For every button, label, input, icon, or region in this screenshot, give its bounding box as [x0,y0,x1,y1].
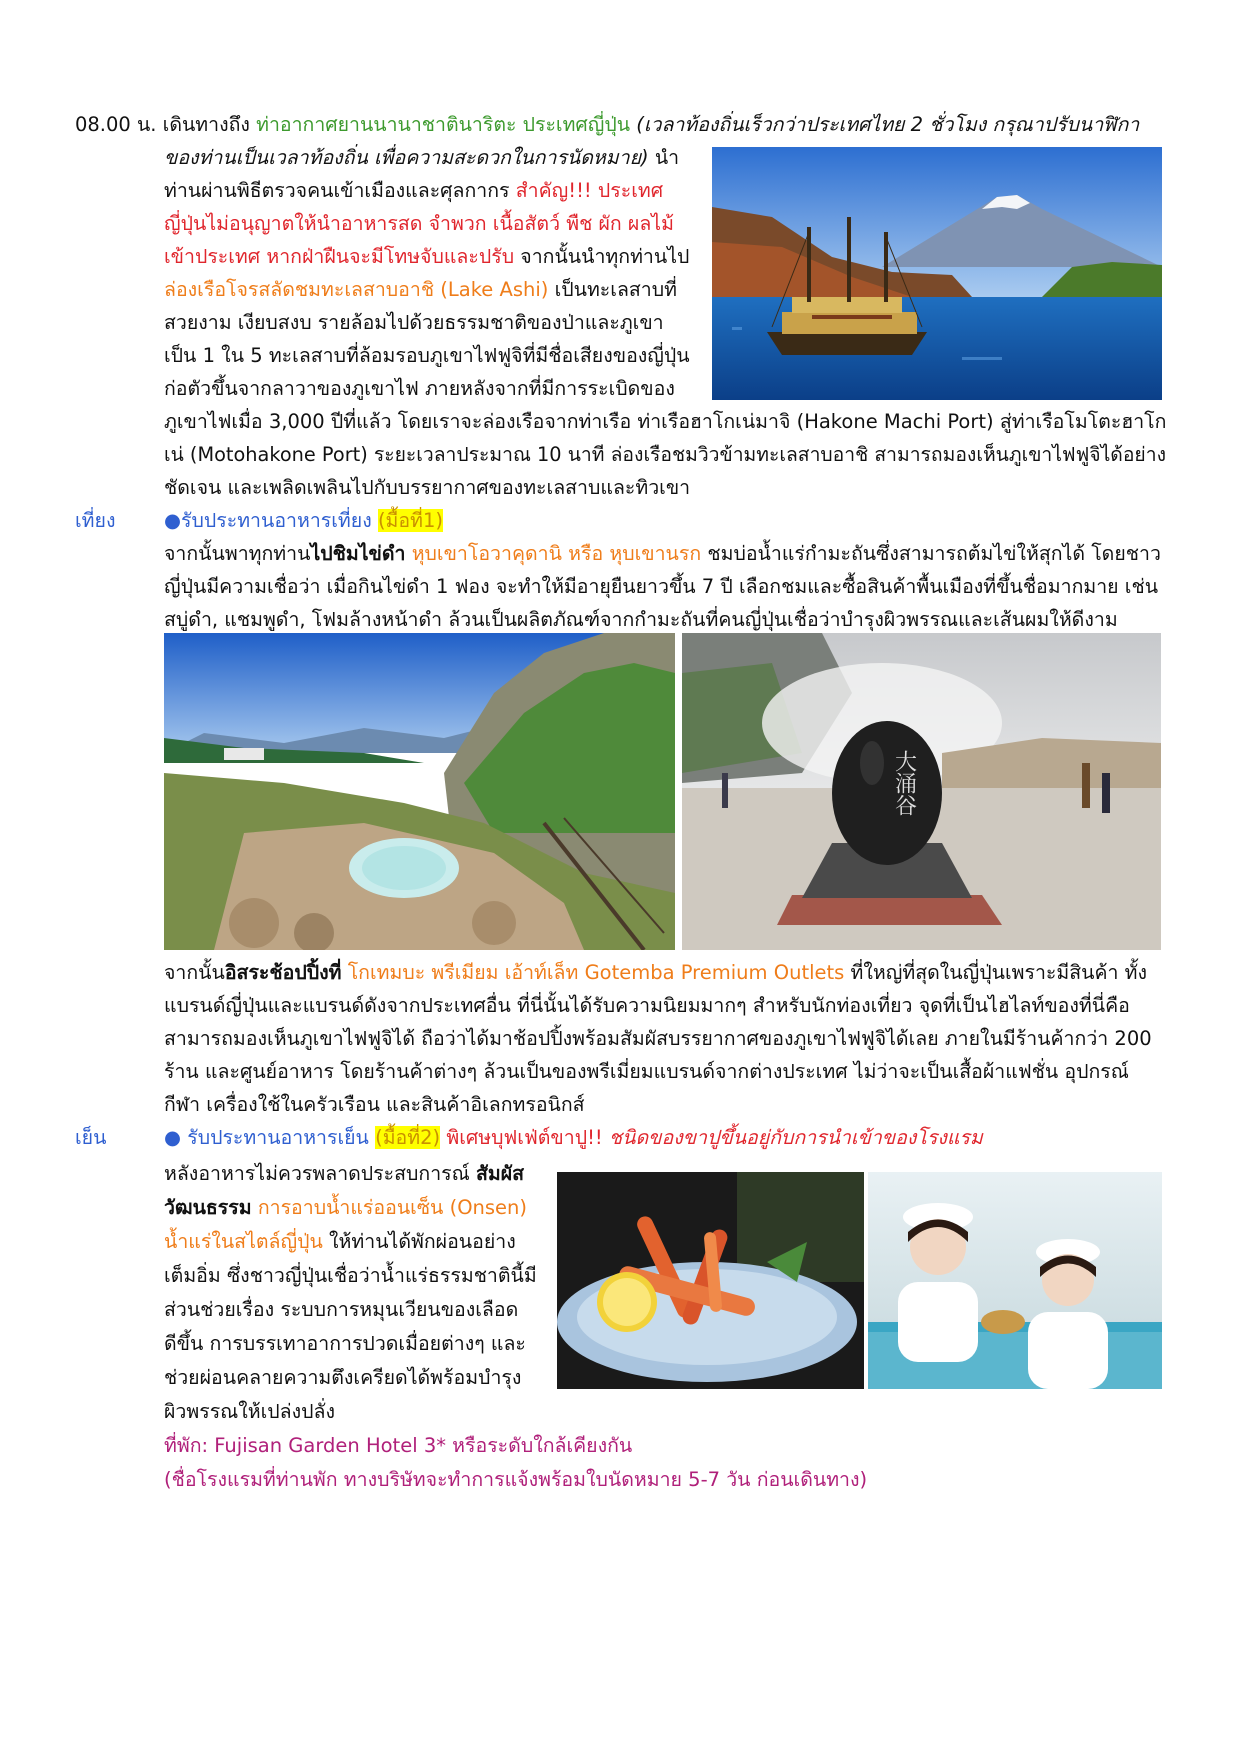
text: ชมบ่อน้ำแร่กำมะถันซึ่งสามารถต้มไข่ให้สุกได้ โดยชาว [707,542,1161,565]
hotel-info: ที่พัก: Fujisan Garden Hotel 3* หรือระดับใกล้เคียงกัน [164,1434,633,1457]
itinerary-line [164,273,677,308]
itinerary-line [164,240,689,275]
text: ช่วยผ่อนคลายความตึงเครียดได้พร้อมบำรุง [164,1366,522,1389]
text: ให้ท่านได้พักผ่อนอย่าง [329,1230,516,1253]
black-egg-monument-photo [682,633,1161,950]
owakudani-valley-photo [164,633,675,950]
meal-line [164,1121,983,1156]
text: ก่อตัวขึ้นจากลาวาของภูเขาไฟ ภายหลังจากที่มีการระเบิดของ [164,377,675,400]
airport-name: ท่าอากาศยานนานาชาตินาริตะ ประเทศญี่ปุ่น [256,113,631,136]
time-note: (เวลาท้องถิ่นเร็วกว่าประเทศไทย 2 ชั่วโมง กรุณาปรับนาฬิกา [636,113,1140,136]
text: จากนั้น [164,961,225,984]
egg-sign-text: 大涌谷 [891,750,917,816]
bold-text: ไปชิมไข่ดำ [310,542,406,565]
text: เดินทางถึง [162,113,250,136]
itinerary-line [164,174,663,209]
text: ผิวพรรณให้เปล่งปลั่ง [164,1400,336,1423]
itinerary-line [164,537,1161,572]
bold-text: วัฒนธรรม [164,1196,252,1219]
highlight-place: การอาบน้ำแร่ออนเซ็น (Onsen) [257,1196,528,1219]
text: ภูเขาไฟเมื่อ 3,000 ปีที่แล้ว โดยเราจะล่องเรือจากท่าเรือ ท่าเรือฮาโกเน่มาจิ (Hakone Machi Port) สู่ท่าเรือโมโตะฮาโก [164,410,1167,433]
itinerary-line [164,141,679,176]
itinerary-line [164,1157,524,1192]
text: จากนั้นพาทุกท่าน [164,542,311,565]
highlight-place: ล่องเรือโจรสลัดชมทะเลสาบอาชิ (Lake Ashi) [164,278,549,301]
special-note-detail: ชนิดของขาปูขึ้นอยู่กับการนำเข้าของโรงแรม [608,1126,983,1149]
text: ท่านผ่านพิธีตรวจคนเข้าเมืองและศุลกากร [164,179,510,202]
text: เป็น 1 ใน 5 ทะเลสาบที่ล้อมรอบภูเขาไฟฟูจิที่มีชื่อเสียงของญี่ปุ่น [164,344,690,367]
text: เป็นทะเลสาบที่ [554,278,677,301]
crab-legs-photo [557,1172,864,1389]
text: ชัดเจน และเพลิดเพลินไปกับบรรยากาศของทะเลสาบและทิวเขา [164,476,691,499]
text: แบรนด์ญี่ปุ่นและแบรนด์ดังจากประเทศอื่น ที่นี่นั้นได้รับความนิยมมากๆ สำหรับนักท่องเที่ยว จุดที่เป็นไฮไลท์ของที่นี่คือ [164,994,1130,1017]
special-note: พิเศษบุฟเฟ่ต์ขาปู!! [446,1126,603,1149]
itinerary-line [164,1191,527,1226]
time-label: 08.00 น. [75,113,157,136]
time-label: เย็น [75,1126,107,1149]
text: ส่วนช่วยเรื่อง ระบบการหมุนเวียนของเลือด [164,1298,519,1321]
time-label: เที่ยง [75,509,116,532]
plate-icon: ● [164,1126,182,1149]
text: ญี่ปุ่นมีความเชื่อว่า เมื่อกินไข่ดำ 1 ฟอง จะทำให้มีอายุยืนยาวขึ้น 7 ปี เลือกชมและซื้อสินค้าพื้นเมืองที่ขึ้นชื่อมากมาย เช่น [164,575,1159,598]
text: ดีขึ้น การบรรเทาอาการปวดเมื่อยต่างๆ และ [164,1332,526,1355]
text: จากนั้นนำทุกท่านไป [520,245,690,268]
itinerary-line [164,1225,516,1260]
time-note: ของท่านเป็นเวลาท้องถิ่น เพื่อความสะดวกในการนัดหมาย) [164,146,649,169]
warning-text: สำคัญ!!! ประเทศ [515,179,664,202]
text: เต็มอิ่ม ซึ่งชาวญี่ปุ่นเชื่อว่าน้ำแร่ธรรมชาตินี้มี [164,1264,537,1287]
bold-text: สัมผัส [475,1162,525,1185]
text: นำ [654,146,680,169]
text: หลังอาหารไม่ควรพลาดประสบการณ์ [164,1162,470,1185]
onsen-women-photo [868,1172,1162,1389]
meal-number: (มื้อที่1) [377,509,443,532]
text: กีฬา เครื่องใช้ในครัวเรือน และสินค้าอิเลกทรอนิกส์ [164,1093,585,1116]
plate-icon: ● [164,509,182,532]
text: สวยงาม เงียบสงบ รายล้อมไปด้วยธรรมชาติของป่าและภูเขา [164,311,664,334]
meal-label: รับประทานอาหารเที่ยง [181,509,372,532]
meal-label: รับประทานอาหารเย็น [187,1126,369,1149]
hotel-note: (ชื่อโรงแรมที่ท่านพัก ทางบริษัทจะทำการแจ้งพร้อมใบนัดหมาย 5-7 วัน ก่อนเดินทาง) [164,1468,868,1491]
meal-line [164,504,443,539]
text: ร้าน และศูนย์อาหาร โดยร้านค้าต่างๆ ล้วนเป็นของพรีเมี่ยมแบรนด์จากต่างประเทศ ไม่ว่าจะเป็นเสื้อผ้าแฟชั่น อุปกรณ์ [164,1060,1129,1083]
meal-number: (มื้อที่2) [375,1126,441,1149]
itinerary-line [164,956,1147,991]
lake-ashi-photo [712,147,1162,400]
highlight-place: โกเทมบะ พรีเมียม เอ้าท์เล็ท Gotemba Premium Outlets [347,961,845,984]
highlight-place: หุบเขาโอวาคุดานิ หรือ หุบเขานรก [411,542,702,565]
warning-text: เข้าประเทศ หากฝ่าฝืนจะมีโทษจับและปรับ [164,245,515,268]
warning-text: ญี่ปุ่นไม่อนุญาตให้นำอาหารสด จำพวก เนื้อสัตว์ พืช ผัก ผลไม้ [164,212,674,235]
text: เน่ (Motohakone Port) ระยะเวลาประมาณ 10 นาที ล่องเรือชมวิวข้ามทะเลสาบอาชิ สามารถมองเห็นภูเขาไฟฟูจิได้อย่าง [164,443,1167,466]
highlight-place: น้ำแร่ในสไตล์ญี่ปุ่น [164,1230,323,1253]
text: สบู่ดำ, แชมพูดำ, โฟมล้างหน้าดำ ล้วนเป็นผลิตภัณฑ์จากกำมะถันที่คนญี่ปุ่นเชื่อว่าบำรุงผิวพรรณและเส้นผมให้ดีงาม [164,608,1118,631]
bold-text: อิสระช้อปปิ้งที่ [224,961,342,984]
text: ที่ใหญ่ที่สุดในญี่ปุ่นเพราะมีสินค้า ทั้ง [850,961,1148,984]
text: สามารถมองเห็นภูเขาไฟฟูจิได้ ถือว่าได้มาช้อปปิ้งพร้อมสัมผัสบรรยากาศของภูเขาไฟฟูจิได้เลย ภายในมีร้านค้ากว่า 200 [164,1027,1152,1050]
itinerary-line [75,108,1166,143]
